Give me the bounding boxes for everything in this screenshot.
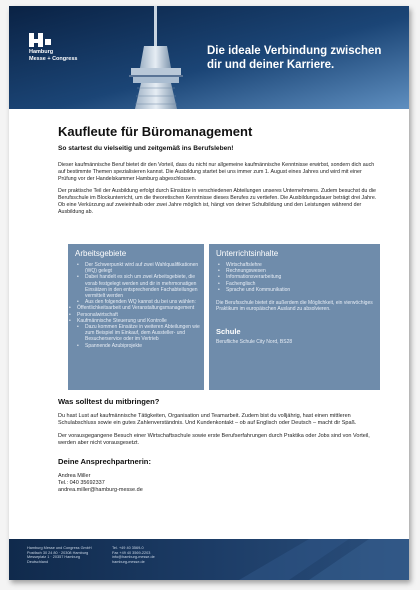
contact-name: Andrea Miller [58,473,91,479]
contact-heading: Deine Ansprechpartnerin: [58,457,151,466]
requirements-section [58,397,380,494]
intro-paragraph-1: Dieser kaufmännische Beruf bietet dir den Vorteil, dass du nicht nur allgemeine kaufmännische Kenntnisse erwirbst, sondern dich auch auf bestimmte Themen spezialisieren kannst. Die Ausbildung startet bei uns immer zum 1. August eines Jahres und wird mit einer Prüfung vor der Handelskammer Hamburg abgeschlossen. [58,162,375,182]
requirements-paragraph-2: Der vorausgegangene Besuch einer Wirtschaftsschule sowie erste Berufserfahrungen durch Praktika oder Jobs sind von Vorteil, werden aber nicht vorausgesetzt. [58,433,370,446]
brand-name [29,49,77,63]
list-item: • Der Schwerpunkt wird auf zwei Wahlqualifikationen (WQ) gelegt [85,262,200,274]
list-item: • Spannende Azubiprojekte [85,343,200,349]
footer-contact-line: Fax +49 40 3569-2203 [112,550,151,555]
arbeitsgebiete-list-continued [68,324,204,349]
contact-email[interactable]: andrea.miller@hamburg-messe.de [58,487,143,493]
list-item: • Informationsverarbeitung [226,274,376,280]
tagline-line-1: Die ideale Verbindung zwischen [207,45,382,57]
wq-options-list [68,305,204,324]
footer-contact-line[interactable]: hamburg-messe.de [112,559,145,564]
unterrichtsinhalte-heading: Unterrichtsinhalte [216,249,279,258]
tagline-line-2: dir und deiner Karriere. [207,59,335,71]
brand-line-1: Hamburg [29,49,54,55]
brand-line-2: Messe + Congress [29,56,78,62]
list-item: • Dabei handelt es sich um zwei Arbeitsgebiete, die vorab festgelegt werden und dir in mehrmonatigen Einsätzen in den entsprechenden Fachabteilungen vermittelt werden [85,274,200,299]
job-posting-sheet [9,6,409,580]
arbeitsgebiete-list [68,262,204,305]
list-item: • Rechnungswesen [226,268,376,274]
footer-address [27,546,92,564]
list-item: • Wirtschaftslehre [226,262,376,268]
unterrichtsinhalte-list [209,262,380,293]
footer-address-line: Deutschland [27,559,49,564]
header-photo [9,6,409,109]
contact-block [58,473,380,494]
job-title: Kaufleute für Büromanagement [58,124,253,139]
footer-address-line: Messeplatz 1 · 20357 Hamburg [27,555,80,560]
requirements-heading: Was solltest du mitbringen? [58,397,160,406]
footer-contact-line: Tel. +49 40 3569-0 [112,546,144,550]
intro-section [58,124,378,222]
list-item: • Aus den folgenden WQ kannst du bei uns wählen: [85,299,200,305]
info-boxes [68,244,380,390]
list-item: • Personalwirtschaft [77,312,200,318]
list-item: • Sprache und Kommunikation [226,287,376,293]
list-item: • Dazu kommen Einsätze in weiteren Abteilungen wie zum Beispiel im Einkauf, dem Aussteller- und Besucherservice oder im Vertrieb [85,324,200,343]
contact-phone: Tel.: 040 35692337 [58,480,105,486]
praktikum-note: Die Berufsschule bietet dir außerdem die Möglichkeit, ein vierwöchiges Praktikum im europäischen Ausland zu absolvieren. [216,300,373,313]
list-item: • Fachenglisch [226,281,376,287]
footer-contact [112,546,155,564]
requirements-paragraph-1: Du hast Lust auf kaufmännische Tätigkeiten, Organisation und Teamarbeit. Zudem bist du volljährig, hast einen mittleren Schulabschluss sowie ein gutes Zahlenverständnis. Und Kundenkontakt – ob auf Englisch oder Deutsch – macht dir Spaß. [58,413,357,426]
header-tagline [207,44,407,72]
footer-address-line: Hamburg Messe und Congress GmbH [27,546,92,550]
arbeitsgebiete-box [68,244,204,390]
footer-address-line: Postfach 30 24 80 · 20308 Hamburg [27,550,89,555]
footer-contact-line[interactable]: info@hamburg-messe.de [112,555,155,560]
page-footer [9,539,409,580]
school-heading: Schule [216,326,241,336]
arbeitsgebiete-heading: Arbeitsgebiete [75,249,127,258]
school-name: Berufliche Schule City Nord, BS28 [216,338,293,345]
job-subtitle: So startest du vielseitig und zeitgemäß ins Berufsleben! [58,145,234,152]
list-item: • Kaufmännische Steuerung und Kontrolle [77,318,200,324]
unterrichtsinhalte-box [209,244,380,390]
list-item: • Öffentlichkeitsarbeit und Veranstaltungsmanagement [77,305,200,311]
intro-paragraph-2: Der praktische Teil der Ausbildung erfolgt durch Einsätze in verschiedenen Abteilungen unseres Unternehmens. Zudem besuchst du die Berufsschule im Blockunterricht, um die theoretischen Kenntnisse dieses Berufes zu vertiefen. Die Ausbildungsdauer beträgt drei Jahre. Ob eine Verkürzung auf zweieinhalb oder zwei Jahre möglich ist, hängt von deiner Schulbildung und den Leistungen während der Ausbildung ab. [58,188,377,215]
